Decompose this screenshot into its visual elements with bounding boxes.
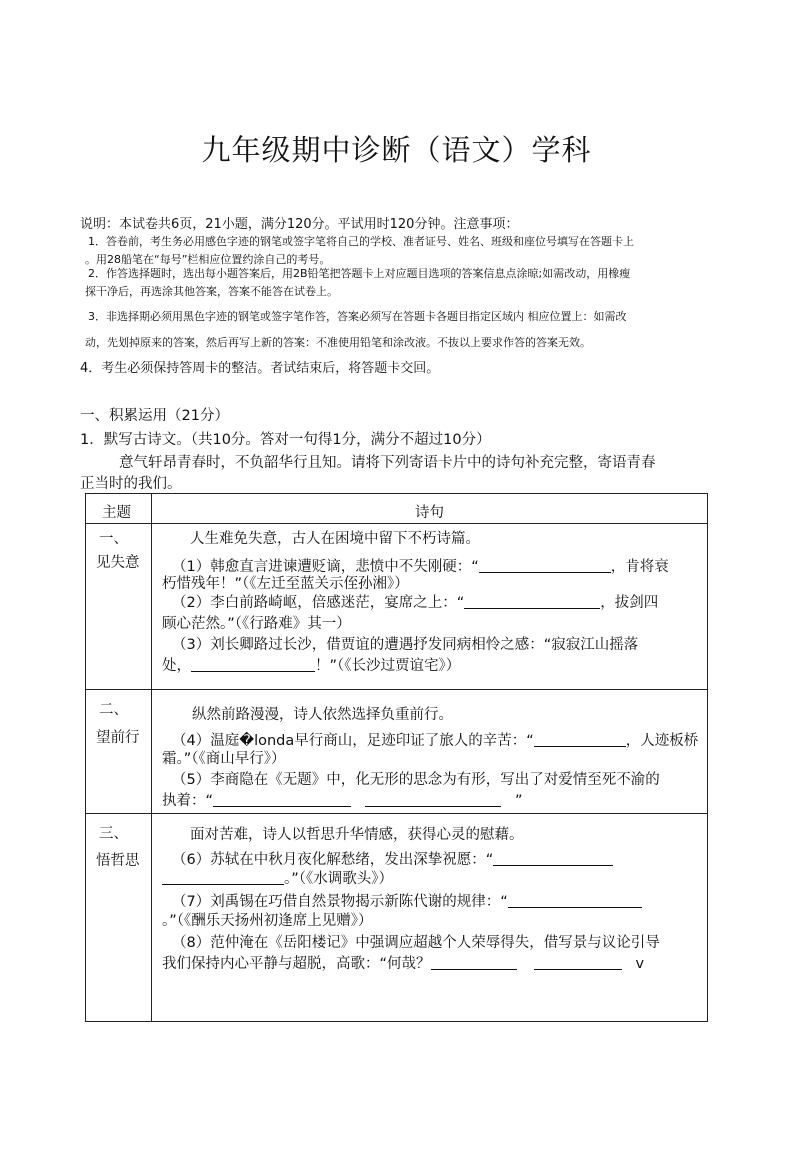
blank-4-prefix: （4）温庭�londa早行商山，足迹印证了旅人的辛苦：“ — [172, 733, 534, 749]
page-title: 九年级期中诊断（语文）学科 — [201, 133, 592, 167]
instruction-3-line-1: 3．非选择期必须用黑色字迹的钢笔或签字笔作答，答案必须写在答题卡各题目指定区域内 相应位置上：如需改 — [88, 310, 627, 323]
instruction-2-line-1: 2．作答选择题时，选出每小题答案后，用2B铅笔把答题卡上对应题目选项的答案信息点涂晾;如需改动，用橡瘦 — [88, 267, 631, 280]
answer-blank-8b[interactable] — [534, 954, 622, 970]
question-1: 1．默写古诗文。（共10分。答对一句得1分，满分不超过10分） — [80, 432, 491, 448]
instruction-2-line-2: 探干净后，再选涂其他答案，答案不能答在试卷上。 — [85, 285, 338, 298]
row-topic: 见失意 — [96, 555, 140, 571]
line-1-source: 朽惜残年！”（《左迁至蓝关示侄孙湘》） — [162, 576, 409, 592]
blank-3-suffix: ！”（《长沙过贾谊宅》） — [315, 658, 461, 674]
blank-1-suffix: ，肯将衰 — [610, 559, 669, 575]
answer-blank-5a[interactable] — [213, 791, 351, 807]
row-lead: 人生难免失意，古人在困境中留下不朽诗篇。 — [190, 531, 480, 547]
instruction-3-line-2: 动，先划掉原来的答案，然后再写上新的答案：不准使用铅笔和涂改液。不抜以上要求作答的答案无效。 — [85, 336, 591, 349]
header-topic: 主题 — [102, 505, 131, 521]
table-row-divider — [86, 813, 707, 814]
blank-3-prefix: 处， — [162, 658, 191, 674]
answer-blank-6a[interactable] — [493, 850, 613, 866]
question-intro-line-2: 正当时的我们。 — [80, 476, 182, 492]
question-intro-line-1: 意气轩昂青春时，不负韶华行且知。请将下列寄语卡片中的诗句补充完整，寄语青春 — [119, 455, 656, 471]
instruction-1-line-2: 。用28船笔在“每号”栏相应位置约涂自己的考号。 — [85, 253, 331, 266]
row-number: 一、 — [99, 531, 128, 547]
blank-6-suffix: 。”（《水调歌头》） — [284, 871, 394, 887]
line-2-source: 顾心茫然。”（《行路难》其一） — [162, 616, 351, 632]
answer-blank-8a[interactable] — [431, 954, 517, 970]
row-topic: 望前行 — [96, 730, 140, 746]
line-5-text: （5）李商隐在《无题》中，化无形的思念为有形，写出了对爱情至死不渝的 — [172, 772, 660, 788]
answer-blank-1[interactable] — [479, 557, 611, 573]
line-7-source: 。”（《酬乐天扬州初逢席上见赠》） — [162, 913, 373, 929]
answer-blank-4[interactable] — [534, 731, 626, 747]
instructions-intro: 说明：本试卷共6页，21小题，满分120分。平试用时120分钟。注意事项： — [80, 217, 519, 232]
answer-blank-2[interactable] — [464, 593, 600, 609]
blank-2-prefix: （2）李白前路崎岖，倍感迷茫，宴席之上：“ — [172, 595, 465, 611]
table-row-divider — [86, 689, 707, 690]
table-column-divider — [151, 494, 152, 1021]
header-poem: 诗句 — [415, 505, 444, 521]
answer-blank-7[interactable] — [508, 892, 642, 908]
poetry-table — [85, 493, 708, 1022]
blank-4-suffix: ，人迹板桥 — [625, 733, 699, 749]
answer-blank-6b[interactable] — [162, 869, 284, 885]
section-heading: 一、积累运用（21分） — [80, 408, 229, 424]
row-number: 二、 — [99, 702, 128, 718]
blank-8-suffix: v — [635, 956, 645, 972]
instruction-1-line-1: 1．答卷前，考生务必用感色字迹的钢笔或签字笔将自己的学校、准者证号、姓名、班级和座位号填写在答题卡上 — [88, 235, 634, 248]
answer-blank-3[interactable] — [191, 656, 315, 672]
line-8-text: （8）范仲淹在《岳阳楼记》中强调应超越个人荣辱得失，借写景与议论引导 — [172, 935, 660, 951]
line-3-text: （3）刘长卿路过长沙，借贾谊的遭遇抒发同病相怜之感：“寂寂江山摇落 — [172, 637, 639, 653]
blank-1-prefix: （1）韩愈直言进谏遭贬谪，悲愤中不失刚硬：“ — [172, 559, 479, 575]
blank-7-prefix: （7）刘禹锡在巧借自然景物揭示新陈代谢的规律：“ — [172, 894, 508, 910]
blank-5-prefix: 执着：“ — [162, 793, 214, 809]
blank-6-prefix: （6）苏轼在中秋月夜化解愁绪，发出深挚祝愿：“ — [172, 852, 494, 868]
answer-blank-5b[interactable] — [365, 791, 501, 807]
blank-5-suffix: ” — [515, 793, 523, 809]
blank-2-suffix: ，拔剑四 — [600, 595, 659, 611]
row-lead: 纵然前路漫漫，诗人依然选择负重前行。 — [192, 707, 453, 723]
blank-8-prefix: 我们保持内心平静与超脱，高歌：“何哉？ — [162, 956, 431, 972]
line-4-source: 霜。”（《商山早行》） — [162, 751, 286, 767]
row-number: 三、 — [99, 826, 128, 842]
row-topic: 悟哲思 — [96, 853, 140, 869]
table-header-divider — [86, 523, 707, 524]
instruction-4: 4．考生必须保持答周卡的整洁。者试结束后，将答题卡交回。 — [80, 361, 440, 376]
row-lead: 面对苦难，诗人以哲思升华情感，获得心灵的慰藉。 — [190, 827, 524, 843]
